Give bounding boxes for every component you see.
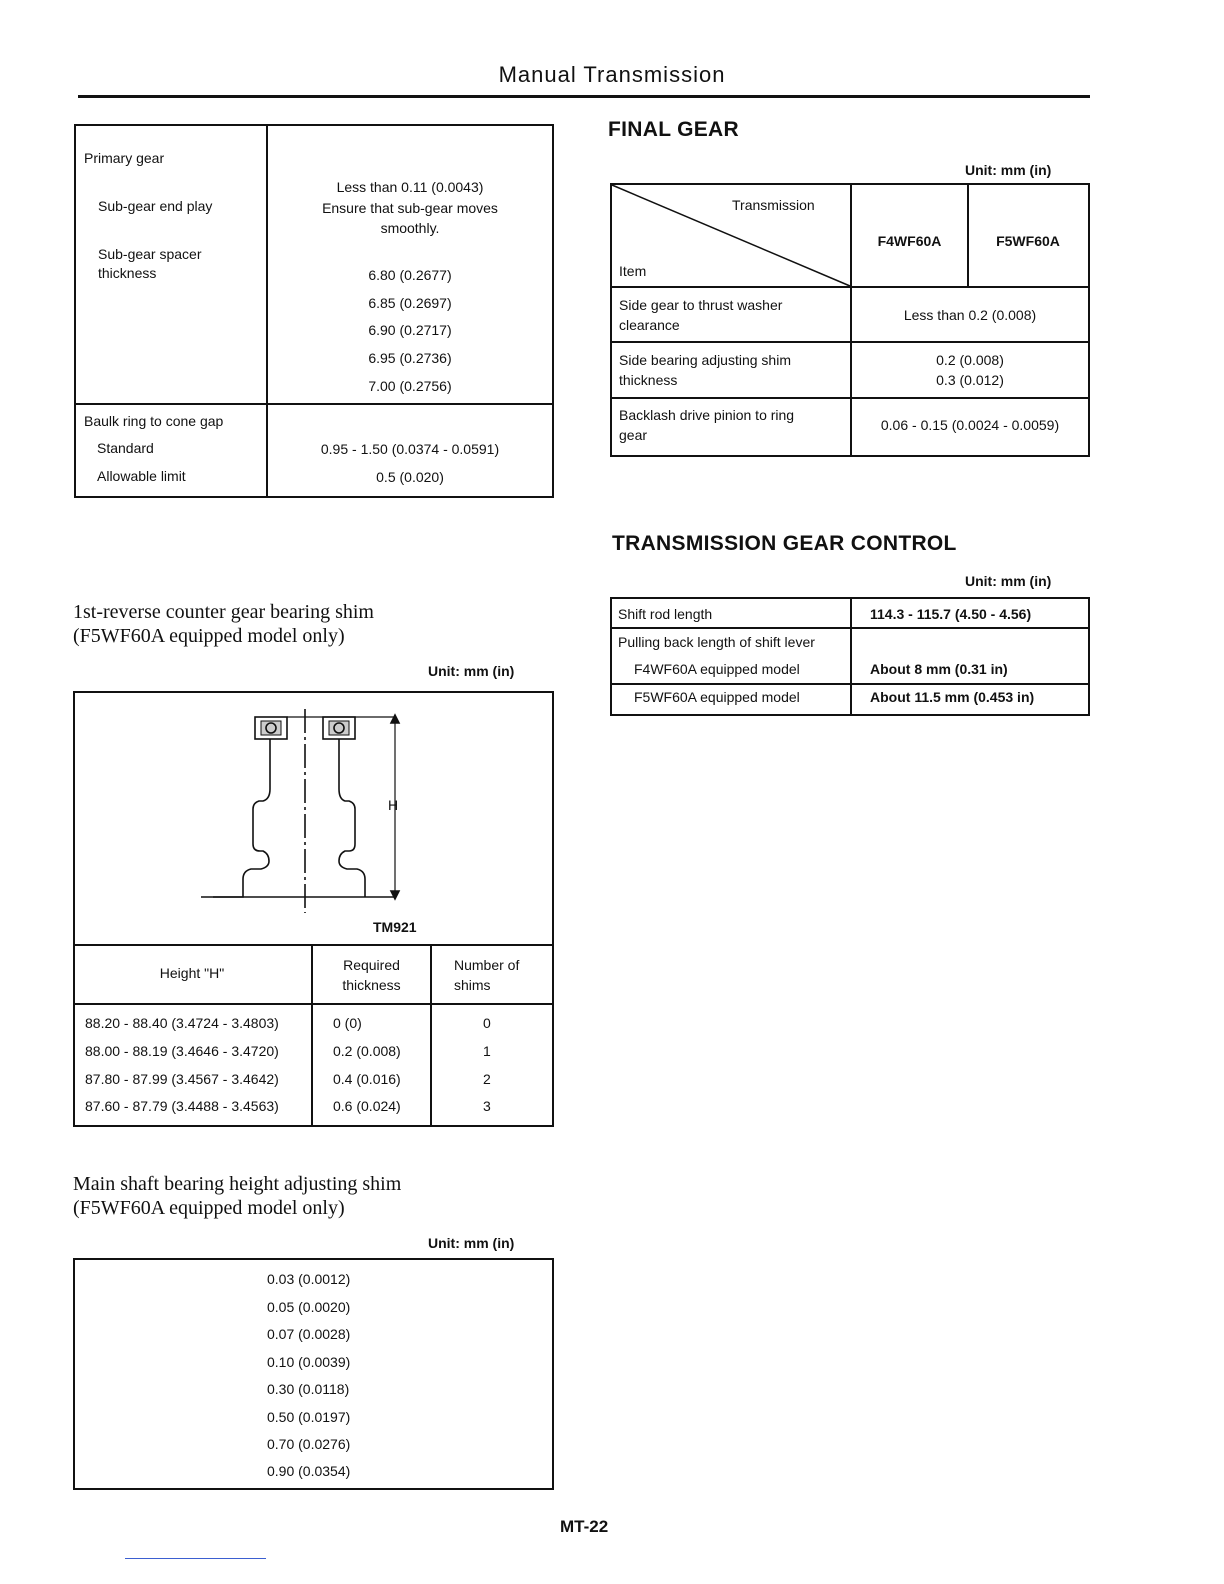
gear-control-title: TRANSMISSION GEAR CONTROL [612, 532, 957, 555]
gear-control-table [610, 597, 1090, 716]
row-item-line-1: Backlash drive pinion to ring [619, 407, 795, 423]
diag-header-item: Item [619, 263, 647, 279]
shim-value: 0.03 (0.0012) [267, 1271, 351, 1287]
counter-shim-title-2: (F5WF60A equipped model only) [73, 625, 345, 647]
counter-shim-unit: Unit: mm (in) [428, 663, 515, 679]
diag-header-transmission: Transmission [732, 197, 815, 213]
shift-rod-length-value: 114.3 - 115.7 (4.50 - 4.56) [870, 606, 1032, 622]
row-value-line-1: 0.2 (0.008) [936, 352, 1004, 368]
row-shim-count: 2 [483, 1071, 491, 1087]
shaft-right-profile [339, 739, 365, 897]
shim-value: 0.70 (0.0276) [267, 1436, 351, 1452]
row-thickness: 0.4 (0.016) [333, 1071, 401, 1087]
figure-h-label: H [388, 797, 399, 813]
sub-gear-end-play-label: Sub-gear end play [98, 198, 213, 214]
row-item-line-1: Side gear to thrust washer [619, 297, 783, 313]
end-play-value-3: smoothly. [380, 220, 440, 236]
row-item-line-2: clearance [619, 317, 680, 333]
col-header-height: Height "H" [159, 965, 225, 981]
shim-value: 0.10 (0.0039) [267, 1354, 351, 1370]
shim-value: 0.05 (0.0020) [267, 1299, 351, 1315]
spacer-value: 6.80 (0.2677) [368, 267, 452, 283]
end-play-value-1: Less than 0.11 (0.0043) [336, 179, 484, 195]
spacer-value: 6.85 (0.2697) [368, 295, 452, 311]
col-header-number-of-shims [454, 955, 549, 995]
main-shaft-shim-table [73, 1258, 554, 1490]
spacer-value: 6.95 (0.2736) [368, 350, 452, 366]
spacer-label-2: thickness [98, 265, 157, 281]
row-height: 87.60 - 87.79 (3.4488 - 3.4563) [85, 1098, 279, 1114]
figure-id-label: TM921 [373, 919, 417, 935]
shim-value: 0.50 (0.0197) [267, 1409, 351, 1425]
main-shaft-shim-unit: Unit: mm (in) [428, 1235, 515, 1251]
end-play-value-2: Ensure that sub-gear moves [322, 200, 498, 216]
row-height: 88.00 - 88.19 (3.4646 - 3.4720) [85, 1043, 279, 1059]
row-thickness: 0.6 (0.024) [333, 1098, 401, 1114]
row-value-line-2: 0.3 (0.012) [936, 372, 1004, 388]
spacer-value: 7.00 (0.2756) [368, 378, 452, 394]
spacer-label-1: Sub-gear spacer [98, 246, 202, 262]
row-item-line-2: gear [619, 427, 648, 443]
final-gear-unit: Unit: mm (in) [965, 162, 1052, 178]
shim-value: 0.90 (0.0354) [267, 1463, 351, 1479]
page-number: MT-22 [560, 1517, 609, 1536]
shim-value: 0.30 (0.0118) [267, 1381, 350, 1397]
standard-label: Standard [97, 440, 154, 456]
row-shim-count: 3 [483, 1098, 491, 1114]
row-shim-count: 1 [483, 1043, 491, 1059]
final-gear-title: FINAL GEAR [608, 118, 739, 141]
f4wf60a-model-value: About 8 mm (0.31 in) [870, 661, 1008, 677]
baulk-ring-label: Baulk ring to cone gap [84, 413, 224, 429]
primary-gear-table [74, 124, 554, 498]
f5wf60a-model-value: About 11.5 mm (0.453 in) [870, 689, 1035, 705]
diagonal-header-line [610, 183, 852, 287]
counter-shim-block [73, 691, 554, 1127]
footer-link-rule [125, 1558, 266, 1559]
f5wf60a-model-label: F5WF60A equipped model [634, 689, 800, 705]
top-arrow [391, 715, 399, 723]
page-header-title: Manual Transmission [498, 62, 726, 87]
row-item-line-1: Side bearing adjusting shim [619, 352, 791, 368]
main-shaft-shim-title-1: Main shaft bearing height adjusting shim [73, 1173, 402, 1195]
col-header-f4wf60a: F4WF60A [877, 233, 942, 249]
allowable-limit-value: 0.5 (0.020) [376, 469, 444, 485]
row-shim-count: 0 [483, 1015, 491, 1031]
row-height: 87.80 - 87.99 (3.4567 - 3.4642) [85, 1071, 279, 1087]
spacer-value: 6.90 (0.2717) [368, 322, 452, 338]
col-header-number-of-shims-text: Number of shims [454, 957, 520, 993]
f4wf60a-model-label: F4WF60A equipped model [634, 661, 800, 677]
primary-gear-label: Primary gear [84, 150, 165, 166]
row-value: 0.06 - 0.15 (0.0024 - 0.0059) [880, 417, 1060, 433]
header-divider [78, 95, 1090, 98]
row-thickness: 0 (0) [333, 1015, 362, 1031]
row-value: Less than 0.2 (0.008) [903, 307, 1037, 323]
shaft-left-profile [213, 739, 270, 897]
standard-value: 0.95 - 1.50 (0.0374 - 0.0591) [320, 441, 500, 457]
counter-shim-title-1: 1st-reverse counter gear bearing shim [73, 601, 374, 623]
main-shaft-shim-title-2: (F5WF60A equipped model only) [73, 1197, 345, 1219]
gear-control-unit: Unit: mm (in) [965, 573, 1052, 589]
row-height: 88.20 - 88.40 (3.4724 - 3.4803) [85, 1015, 279, 1031]
final-gear-table [610, 183, 1090, 457]
shift-rod-length-label: Shift rod length [618, 606, 713, 622]
col-header-required-thickness-text: Required thickness [342, 957, 401, 993]
row-item-line-2: thickness [619, 372, 678, 388]
allowable-limit-label: Allowable limit [97, 468, 186, 484]
shim-value: 0.07 (0.0028) [267, 1326, 351, 1342]
col-header-f5wf60a: F5WF60A [996, 233, 1060, 249]
row-thickness: 0.2 (0.008) [333, 1043, 401, 1059]
pulling-back-length-label: Pulling back length of shift lever [618, 634, 815, 650]
col-header-required-thickness [313, 955, 430, 995]
